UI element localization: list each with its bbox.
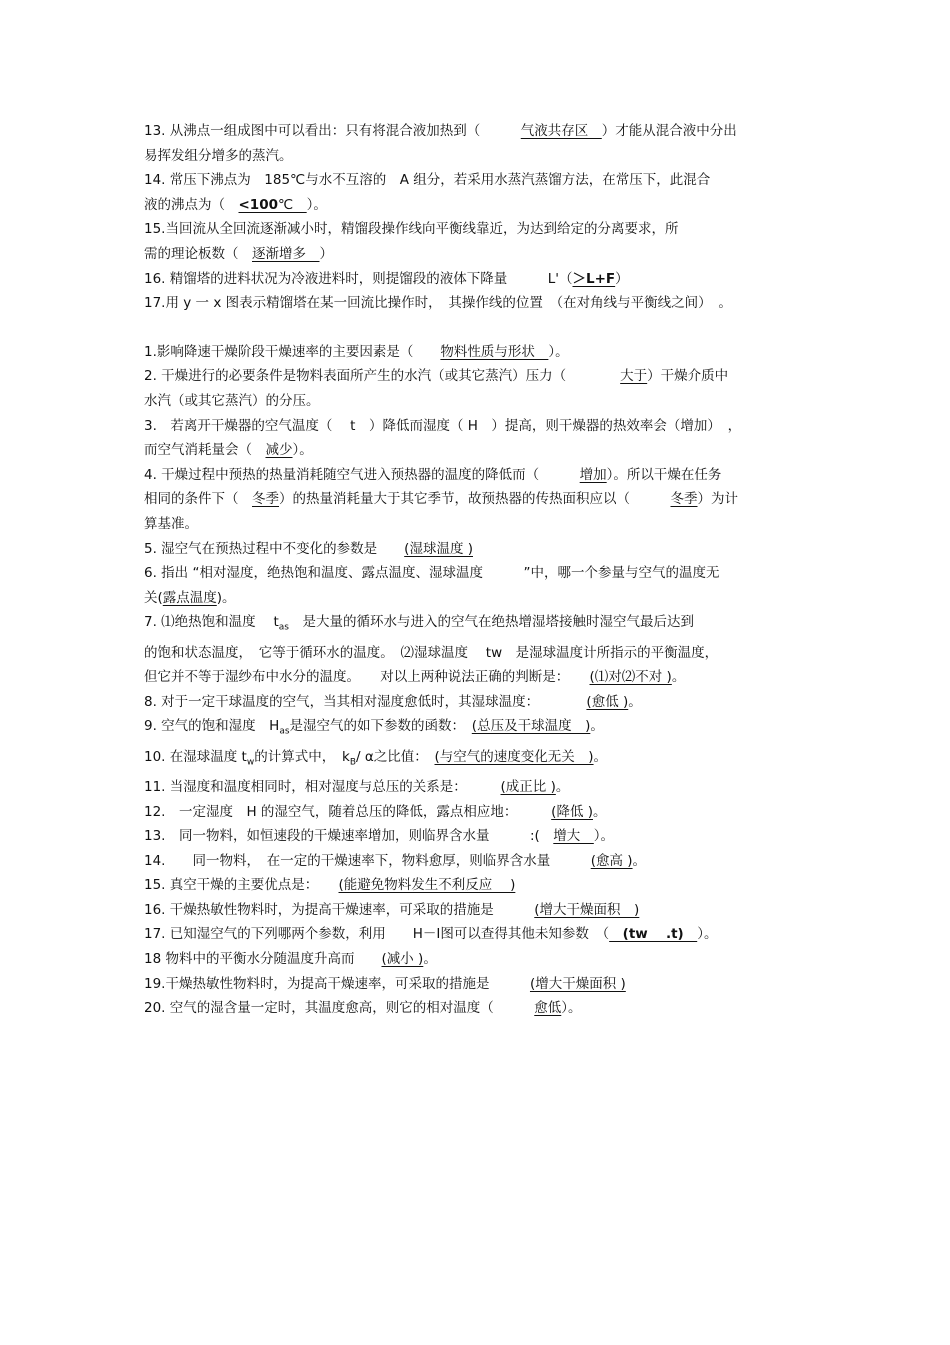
text-run: ）。 [548,343,569,360]
answer-blank: (成正比 ) [500,778,556,795]
text-run: 。 [590,718,604,735]
answer-blank: 增大 [553,828,594,845]
text-run: 15.当回流从全回流逐渐减小时，精馏段操作线向平衡线靠近，为达到给定的分离要求，所 [144,221,679,238]
text-line [144,389,816,414]
text-line [144,291,816,316]
text-line [144,690,816,715]
text-run: 1.影响降速干燥阶段干燥速率的主要因素是（ [144,343,441,360]
text-line [144,193,816,218]
answer-blank: (增大干燥面积 ) [529,975,626,992]
text-line [144,922,816,947]
text-run: 6. 指出 “相对湿度，绝热饱和温度、露点温度、湿球温度 ”中，哪一个参量与空气的温度无 [144,565,720,582]
text-line [144,898,816,923]
text-run: ）才能从混合液中分出 [601,123,737,139]
text-run: ）的热量消耗量大于其它季节，故预热器的传热面积应以（ [279,491,671,508]
text-line [144,340,816,365]
text-run: 的饱和状态温度， 它等于循环水的温度。 ⑵湿球温度 tw 是湿球温度计所指示的平衡温度， [144,644,719,661]
text-run: ）。 [593,828,615,845]
answer-blank: 露点温度 [162,589,217,606]
text-run: 8. 对于一定干球温度的空气，当其相对湿度愈低时，其湿球温度： [144,693,587,710]
text-run: ）干燥介质中 [647,368,729,385]
document-body [144,119,816,1021]
text-run: 14. 常压下沸点为 185℃与水不互溶的 A 组分，若采用水蒸汽蒸馏方法，在常压下，此混合 [144,172,711,189]
text-run: 19.干燥热敏性物料时，为提高干燥速率，可采取的措施是 [144,975,530,992]
text-line [144,537,816,562]
text-run: 12. 一定湿度 H 的湿空气，随着总压的降低，露点相应地： [144,803,552,820]
text-run: 3. 若离开干燥器的空气温度（ t ）降低而湿度（ H ）提高，则干燥器的热效率会（增加） ， [144,417,742,434]
text-run: 。 [632,852,647,869]
text-run: 15. 真空干燥的主要优点是： [144,877,339,894]
text-run: ） [319,245,333,262]
text-run: 但它并不等于湿纱布中水分的温度。 对以上两种说法正确的判断是： [144,669,590,686]
text-line [144,144,816,169]
text-run: 的计算式中， k [254,748,350,765]
text-run: 。 [628,693,642,710]
drying-section [144,340,816,1021]
text-line [144,487,816,512]
answer-blank: (湿球温度 ) [404,540,473,557]
text-run: 20. 空气的湿含量一定时，其温度愈高，则它的相对温度（ [144,1000,535,1017]
text-line [144,586,816,611]
text-run: 13. 同一物料，如恒速段的干燥速率增加，则临界含水量 :( [144,828,554,845]
text-run: 。 [555,778,570,795]
answer-blank: 气液共存区 [520,123,602,139]
text-run: 18 物料中的平衡水分随温度升高而 [144,951,382,968]
text-run: 是大量的循环水与进入的空气在绝热增湿塔接触时湿空气最后达到 [288,614,694,631]
text-line [144,414,816,439]
text-run: 而空气消耗量会（ [144,442,266,459]
text-run: 13. 从沸点一组成图中可以看出：只有将混合液加热到（ [144,123,521,139]
text-run: 。 [593,748,608,765]
text-run: 水汽（或其它蒸汽）的分压。 [144,392,320,409]
text-line [144,947,816,972]
text-line [144,119,816,144]
text-line [144,775,816,800]
text-run: ）。所以干燥在任务 [606,466,722,483]
text-run: )。 [216,589,236,606]
text-run: 。 [593,803,607,820]
answer-blank: 大于 [620,368,648,385]
text-run: 5. 湿空气在预热过程中不变化的参数是 [144,540,405,557]
text-line [144,800,816,825]
text-run: ） [615,270,629,287]
answer-blank: (愈高 ) [590,852,633,869]
answer-blank: (减小 ) [381,951,424,968]
text-run: 17.用 y 一 x 图表示精馏塔在某一回流比操作时， 其操作线的位置 （在对角线与平衡线之间） 。 [144,295,732,312]
text-line [144,561,816,586]
text-run: ）。 [306,196,327,213]
text-line [144,512,816,537]
answer-blank: 冬季 [252,491,279,508]
text-line [144,714,816,744]
text-line [144,610,816,640]
answer-blank: 减少 [265,442,293,459]
text-run: ）。 [697,926,718,943]
subscript: B [349,757,356,768]
text-run: ）。 [292,442,313,459]
text-run: ）为计 [697,491,738,508]
text-line [144,463,816,488]
answer-blank: <100 [238,196,278,213]
text-line [144,824,816,849]
answer-blank: 冬季 [670,491,698,508]
text-run: 9. 空气的饱和湿度 H [144,718,280,735]
text-line [144,168,816,193]
text-run: 16. 精馏塔的进料状况为冷液进料时，则提馏段的液体下降量 L'（ [144,270,573,287]
answer-blank: (降低 ) [551,803,593,820]
text-run: 相同的条件下（ [144,491,252,508]
text-run: 4. 干燥过程中预热的热量消耗随空气进入预热器的温度的降低而（ [144,466,580,483]
text-run: 关( [144,589,163,606]
text-run: 11. 当湿度和温度相同时，相对湿度与总压的关系是： [144,778,501,795]
answer-blank: ℃ [278,196,307,213]
answer-blank: (与空气的速度变化无关 ) [434,748,594,765]
text-line [144,217,816,242]
text-line [144,364,816,389]
answer-blank: (总压及干球温度 ) [471,718,591,735]
text-run: 16. 干燥热敏性物料时，为提高干燥速率，可采取的措施是 [144,901,535,918]
text-run: 。 [671,669,686,686]
subscript: w [246,757,255,768]
subscript: as [279,727,290,738]
text-line [144,873,816,898]
text-line [144,438,816,463]
text-line [144,665,816,690]
subscript: as [278,622,289,633]
text-run: 2. 干燥进行的必要条件是物料表面所产生的水汽（或其它蒸汽）压力（ [144,368,621,385]
text-run: 是湿空气的如下参数的函数： [289,718,472,735]
text-run: 算基准。 [144,515,198,532]
text-run: 7. ⑴绝热饱和温度 t [144,614,279,631]
text-run: 10. 在湿球温度 t [144,748,247,765]
answer-blank: (⑴对⑵不对 ) [589,669,672,686]
answer-blank: 物料性质与形状 [440,343,549,360]
text-run: 17. 已知湿空气的下列哪两个参数，利用 H－Ⅰ图可以查得其他未知参数 （ [144,926,610,943]
text-run: 需的理论板数（ [144,245,252,262]
text-line [144,267,816,292]
answer-blank: (增大干燥面积 ) [534,901,640,918]
text-run: ）。 [561,1000,582,1017]
text-line [144,972,816,997]
text-line [144,996,816,1021]
text-line [144,641,816,666]
distillation-section [144,119,816,316]
answer-blank: (tw .t) [609,926,698,943]
text-line [144,745,816,775]
answer-blank: ＞L+F [572,270,616,287]
text-run: 易挥发组分增多的蒸汽。 [144,147,293,164]
text-line [144,849,816,874]
answer-blank: (愈低 ) [586,693,629,710]
text-run: 14. 同一物料， 在一定的干燥速率下，物料愈厚，则临界含水量 [144,852,591,869]
text-run: 液的沸点为（ [144,196,239,213]
answer-blank: 增加 [579,466,607,483]
answer-blank: (能避免物料发生不利反应 ) [338,877,516,894]
section-gap [144,316,816,340]
answer-blank: 逐渐增多 [252,245,320,262]
text-run: / α之比值： [356,748,435,765]
text-line [144,242,816,267]
text-run: 。 [423,951,437,968]
answer-blank: 愈低 [534,1000,562,1017]
